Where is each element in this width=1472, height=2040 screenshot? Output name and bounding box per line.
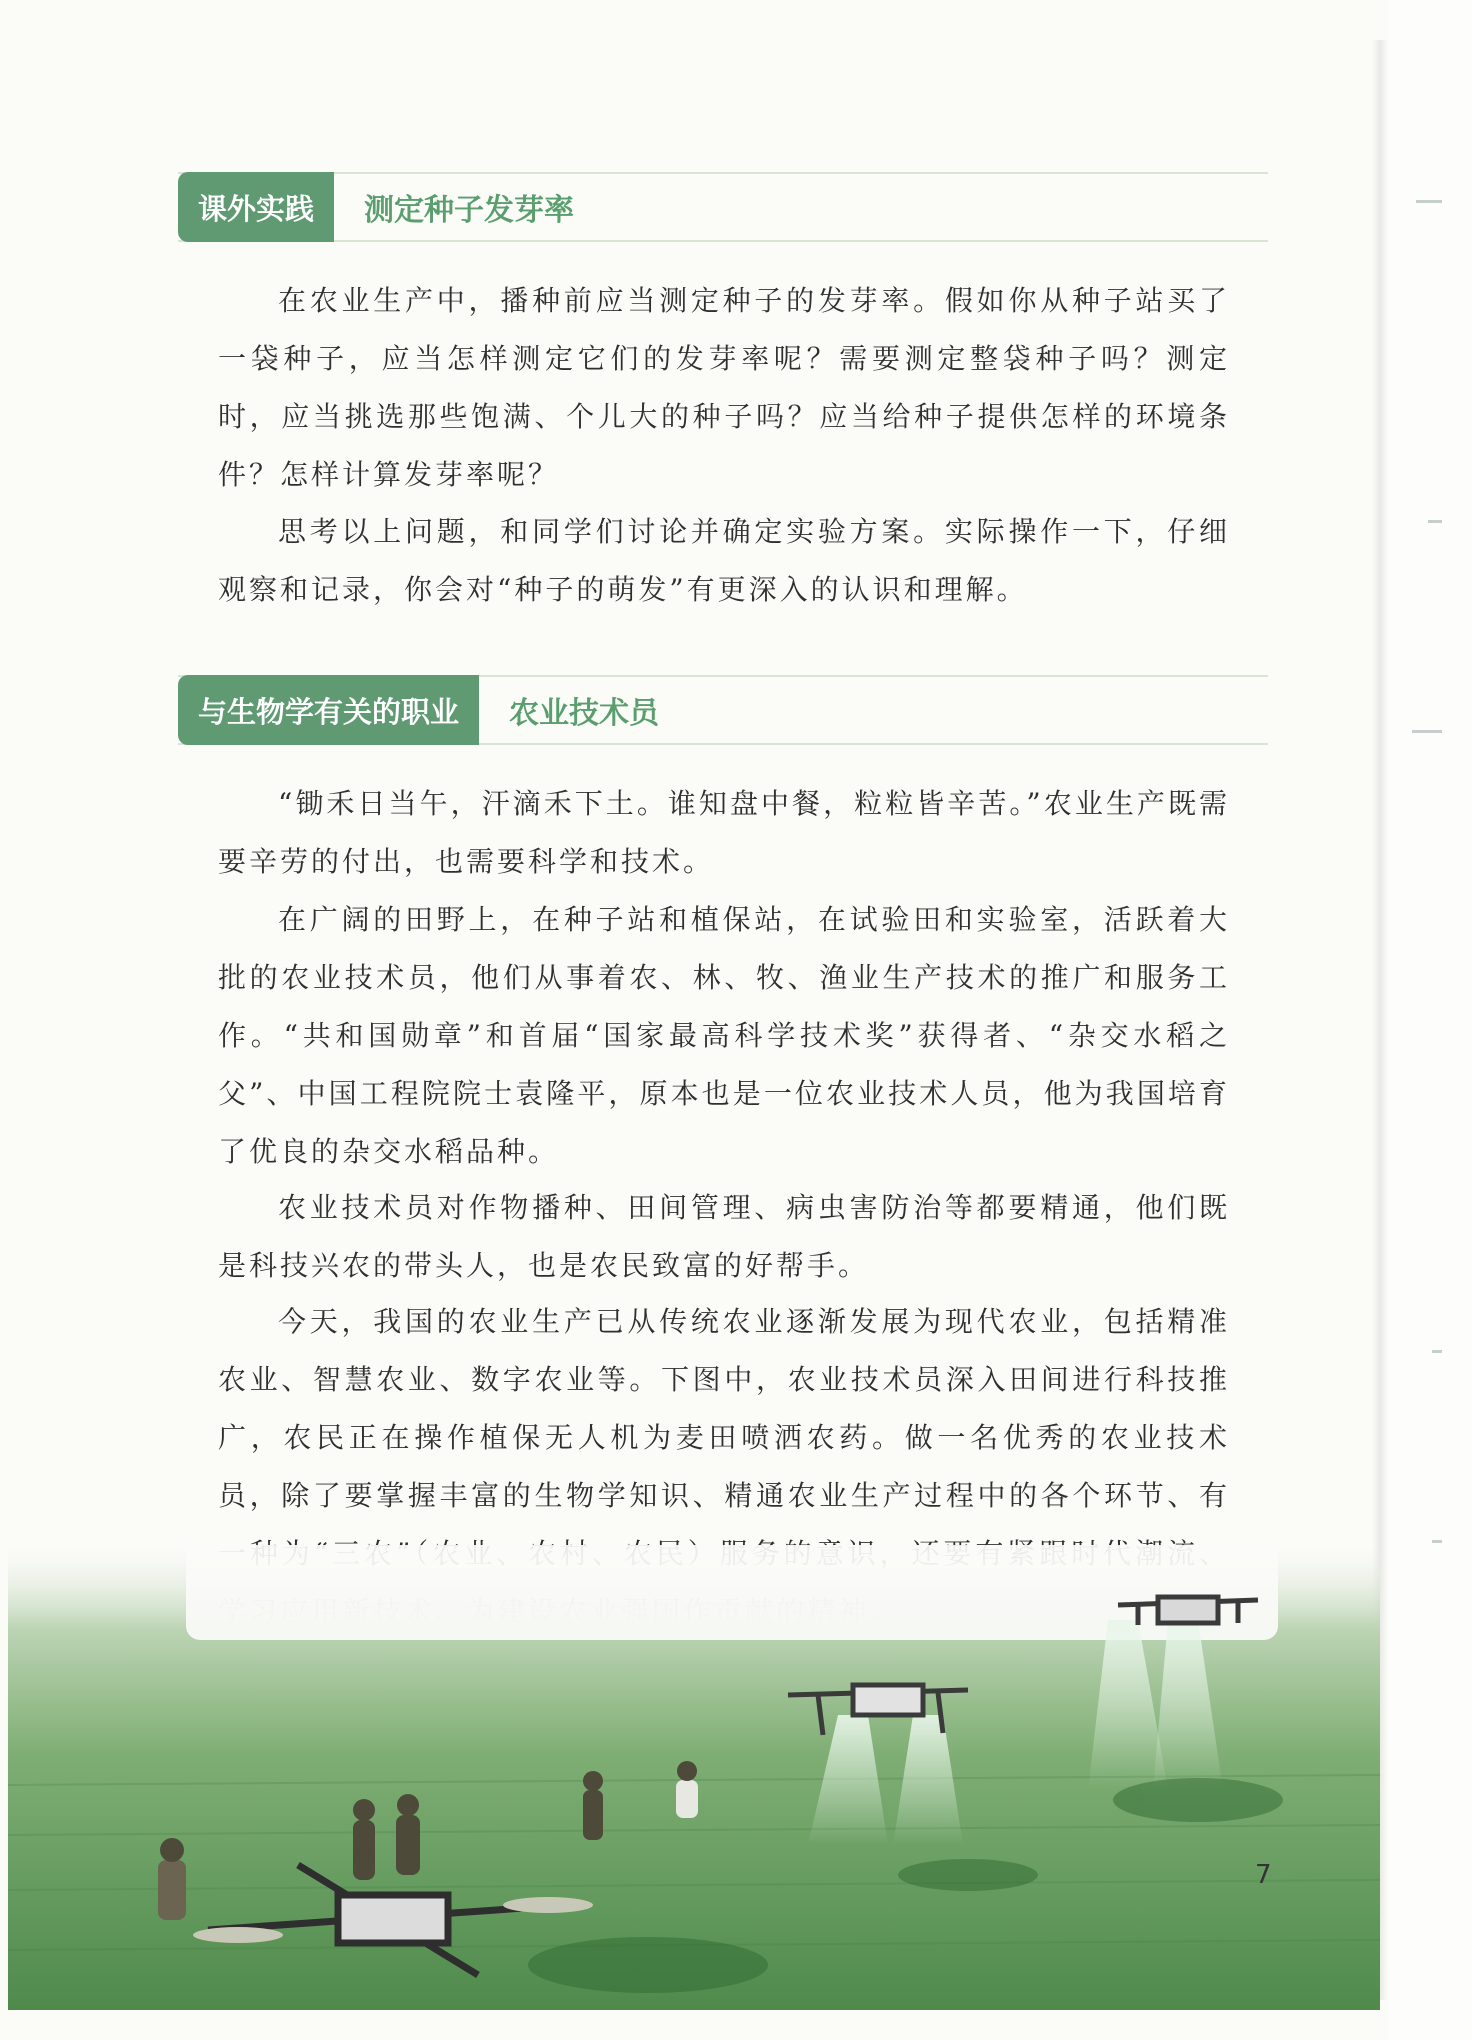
page-number: 7 bbox=[1255, 1860, 1272, 1890]
scan-mark bbox=[1432, 1350, 1442, 1353]
wheat-field-illustration bbox=[8, 1545, 1380, 2010]
paragraph: 思考以上问题，和同学们讨论并确定实验方案。实际操作一下，仔细观察和记录，你会对“种子的萌发”有更深入的认识和理解。 bbox=[218, 515, 1230, 606]
section-tag: 与生物学有关的职业 bbox=[178, 675, 479, 745]
scan-mark bbox=[1432, 1540, 1442, 1543]
scan-mark bbox=[1428, 520, 1442, 523]
scan-margin bbox=[1388, 0, 1472, 2040]
section-title: 测定种子发芽率 bbox=[364, 193, 575, 228]
section-header-practice bbox=[178, 172, 1268, 242]
scan-mark bbox=[1412, 730, 1442, 733]
paragraph: “锄禾日当午，汗滴禾下土。谁知盘中餐，粒粒皆辛苦。”农业生产既需要辛劳的付出，也需要科学和技术。 bbox=[218, 787, 1230, 878]
scan-mark bbox=[1416, 200, 1442, 203]
section-title: 农业技术员 bbox=[509, 696, 660, 731]
paragraph: 农业技术员对作物播种、田间管理、病虫害防治等都要精通，他们既是科技兴农的带头人，也是农民致富的好帮手。 bbox=[218, 1191, 1230, 1282]
field-drawing bbox=[8, 1545, 1380, 2010]
paragraph: 在农业生产中，播种前应当测定种子的发芽率。假如你从种子站买了一袋种子，应当怎样测定它们的发芽率呢？需要测定整袋种子吗？测定时，应当挑选那些饱满、个儿大的种子吗？应当给种子提供怎样的环境条件？怎样计算发芽率呢？ bbox=[218, 284, 1230, 491]
paragraph: 今天，我国的农业生产已从传统农业逐渐发展为现代农业，包括精准农业、智慧农业、数字农业等。下图中，农业技术员深入田间进行科技推广，农民正在操作植保无人机为麦田喷洒农药。做一名优秀的农业技术员，除了要掌握丰富的生物学知识、精通农业生产过程中的各个环节、有 bbox=[218, 1305, 1230, 1512]
section-tag: 课外实践 bbox=[178, 172, 334, 242]
section-header-career bbox=[178, 675, 1268, 745]
paragraph: 在广阔的田野上，在种子站和植保站，在试验田和实验室，活跃着大批的农业技术员，他们从事着农、林、牧、渔业生产技术的推广和服务工作。“共和国勋章”和首届“国家最高科学技术奖”获得者、“杂交水稻之父”、中国工程院院士袁隆平，原本也是一位农业技术人员，他为我国培育了优良的杂交水稻品种。 bbox=[218, 903, 1230, 1168]
